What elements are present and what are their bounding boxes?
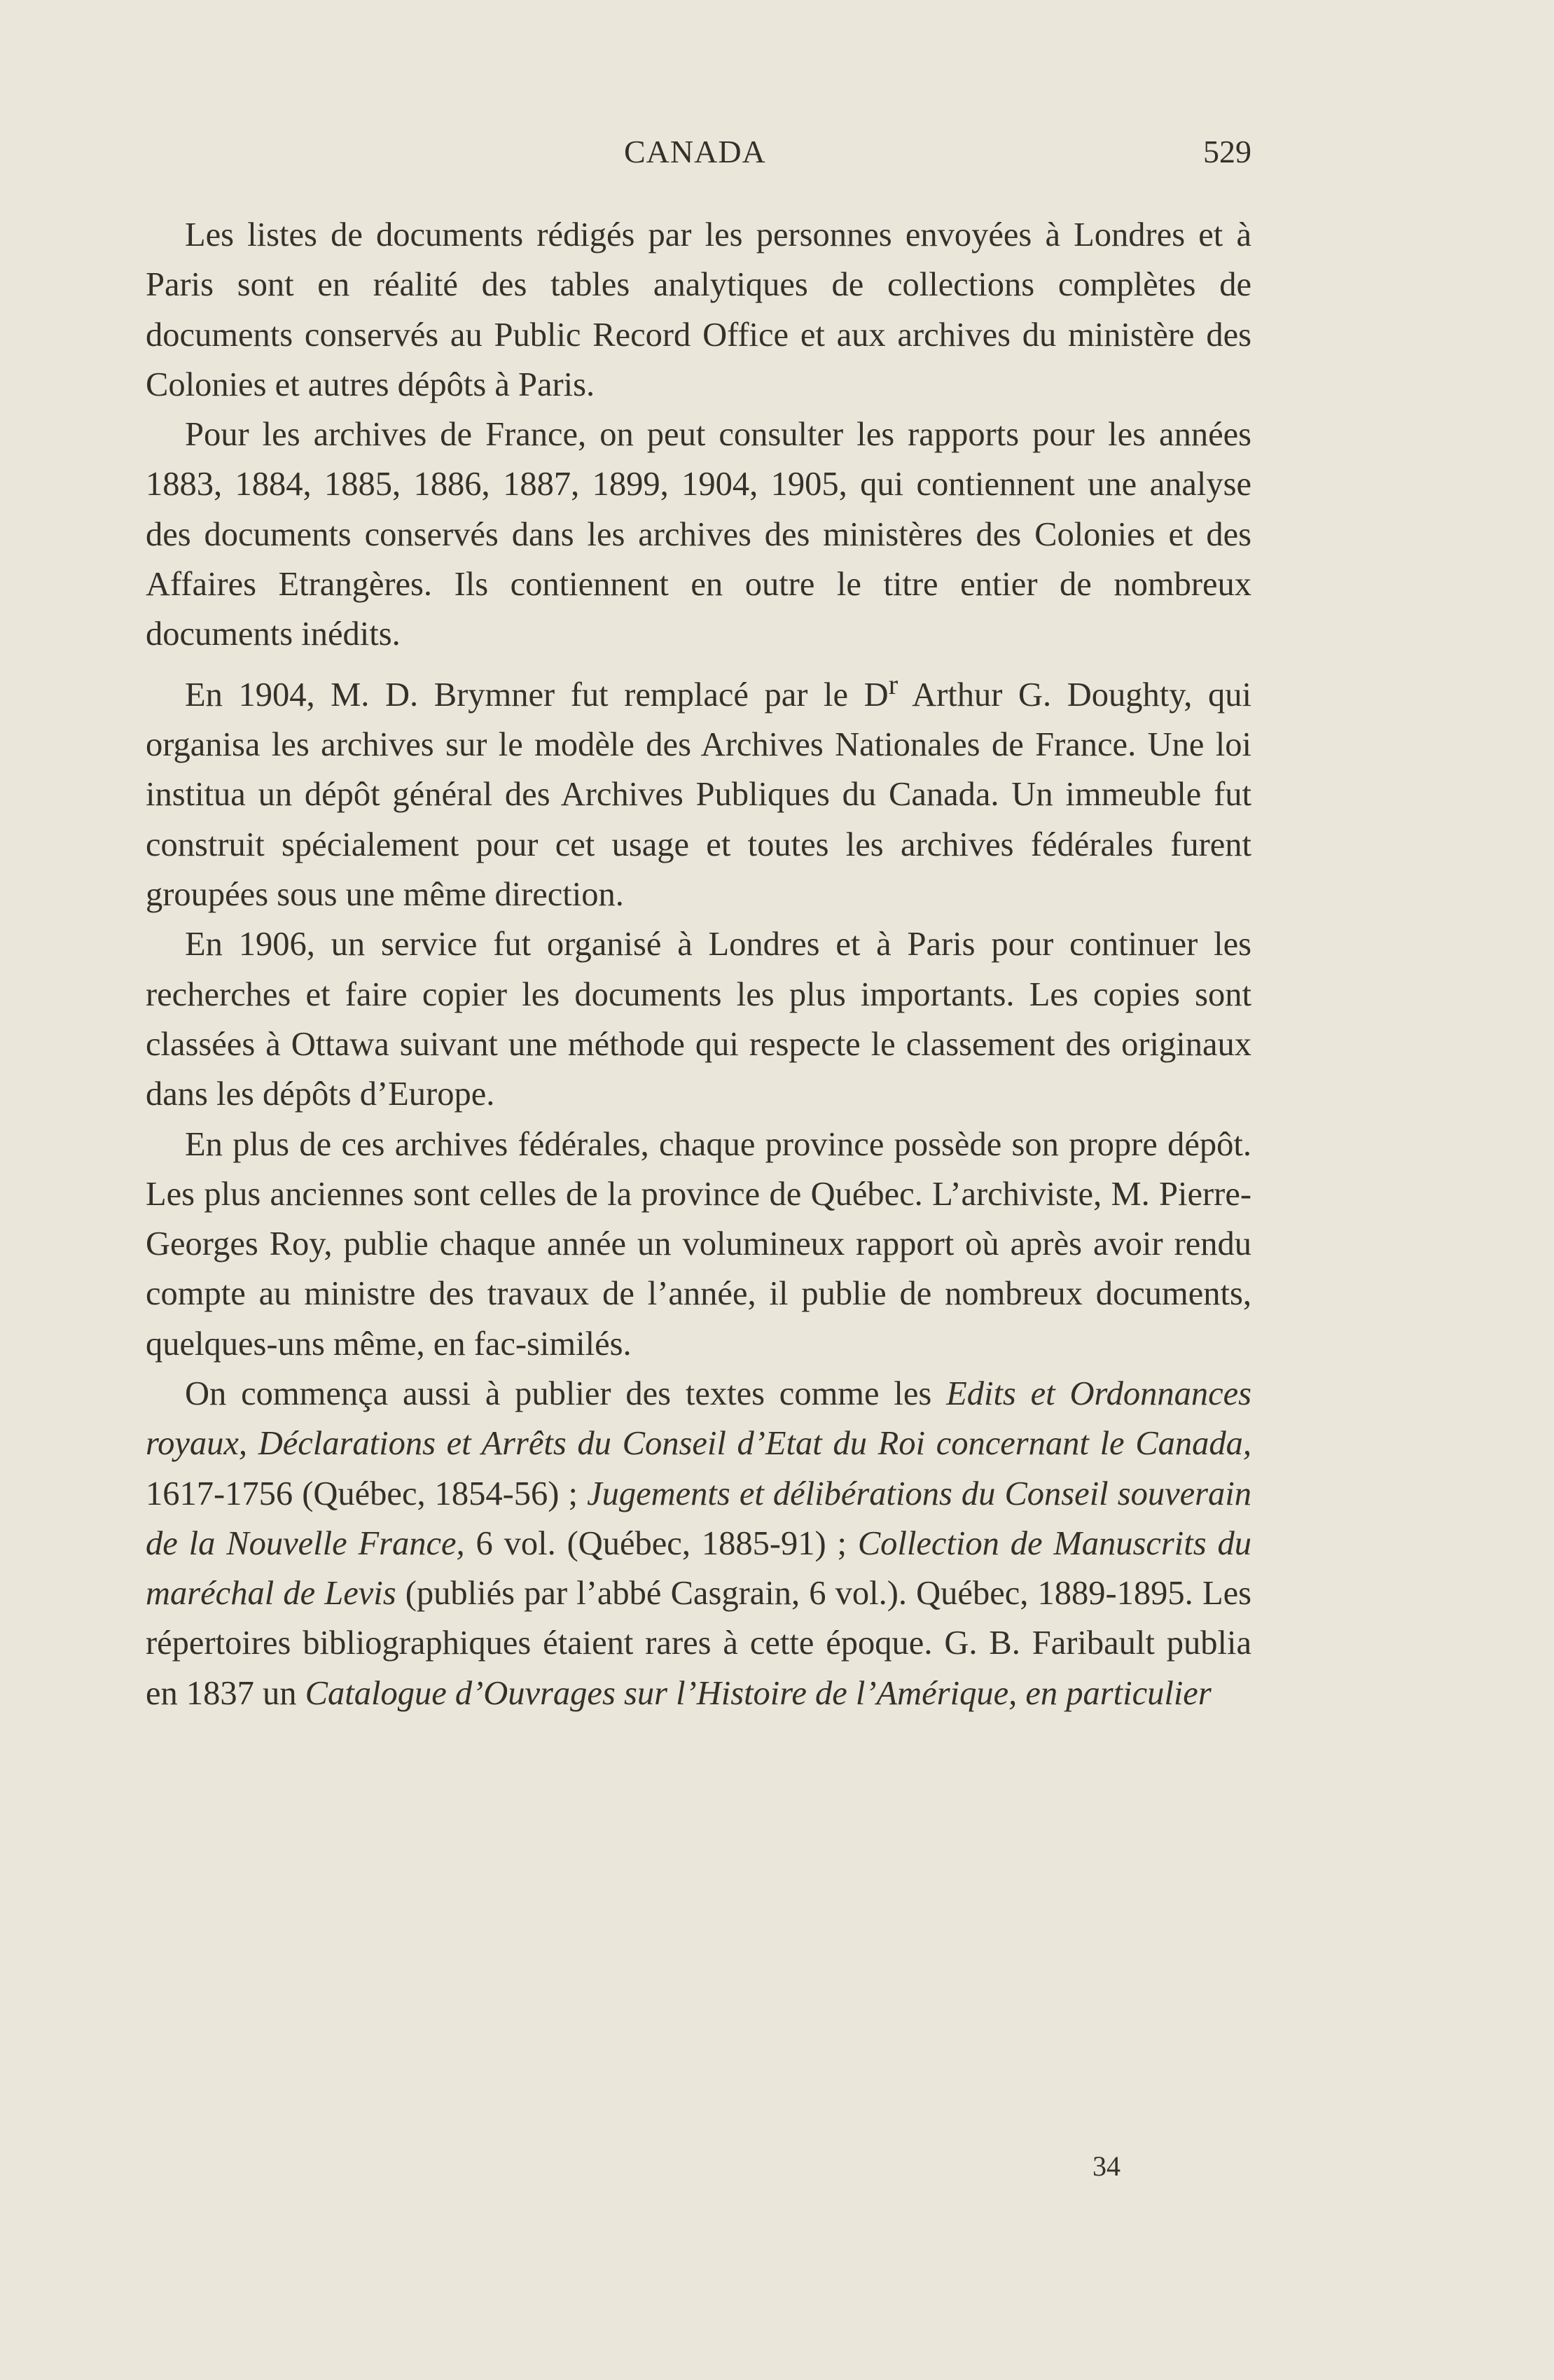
paragraph-text: 6 vol. (Québec, 1885-91) ; bbox=[464, 1524, 858, 1562]
superscript: r bbox=[888, 668, 899, 700]
paragraph-text: Arthur G. Doughty, qui organisa les archives sur le modèle des Archives Nationales de France. Une loi institua un dépôt général des Archives Publiques du Canada. Un immeuble fut construit spécialement pour cet usage et toutes les archives fédérales furent groupées sous une même direction. bbox=[146, 676, 1252, 914]
paragraph: Pour les archives de France, on peut consulter les rapports pour les années 1883, 1884, 1885, 1886, 1887, 1899, 1904, 1905, qui contiennent une analyse des documents conservés dans les archives des ministères des Colonies et des Affaires Etrangères. Ils contiennent en outre le titre entier de nombreux documents inédits. bbox=[146, 416, 1251, 653]
italic-title: Jugements et délibérations du Conseil souverain de la Nouvelle France, bbox=[146, 1475, 1251, 1562]
paragraph-text: (publiés par l’abbé Casgrain, 6 vol.). Québec, 1889-1895. Les répertoires bibliographiques étaient rares à cette époque. G. B. Faribault publia en 1837 un bbox=[146, 1575, 1251, 1712]
paragraph bbox=[146, 660, 1251, 920]
paragraph-text: En 1904, M. D. Brymner fut remplacé par le D bbox=[185, 676, 889, 714]
italic-title: Catalogue d’Ouvrages sur l’Histoire de l’Amérique, en particulier bbox=[305, 1674, 1212, 1712]
paragraph: En 1906, un service fut organisé à Londres et à Paris pour continuer les recherches et faire copier les documents les plus importants. Les copies sont classées à Ottawa suivant une méthode qui respecte le classement des originaux dans les dépôts d’Europe. bbox=[146, 926, 1251, 1113]
page-header bbox=[158, 133, 1251, 185]
paragraph bbox=[146, 1369, 1251, 1718]
paragraph-text: On commença aussi à publier des textes comme les bbox=[185, 1375, 947, 1412]
running-head: CANADA bbox=[624, 134, 766, 169]
paragraph-text: 1617-1756 (Québec, 1854-56) ; bbox=[146, 1475, 588, 1512]
italic-title: Collection de Manuscrits du maréchal de Levis bbox=[146, 1524, 1251, 1613]
paragraph: En plus de ces archives fédérales, chaque province possède son propre dépôt. Les plus anciennes sont celles de la province de Québec. L’archiviste, M. Pierre-Georges Roy, publie chaque année un volumineux rapport où après avoir rendu compte au ministre des travaux de l’année, il publie de nombreux documents, quelques-uns même, en fac-similés. bbox=[146, 1125, 1251, 1363]
signature-mark: 34 bbox=[1092, 2150, 1121, 2182]
italic-title: Edits et Ordonnances royaux, Déclarations et Arrêts du Conseil d’Etat du Roi concernant le Canada, bbox=[146, 1375, 1251, 1463]
paragraph: Les listes de documents rédigés par les personnes envoyées à Londres et à Paris sont en réalité des tables analytiques de collections complètes de documents conservés au Public Record Office et aux archives du ministère des Colonies et autres dépôts à Paris. bbox=[146, 216, 1251, 403]
body-text bbox=[146, 210, 1251, 1718]
page-number: 529 bbox=[1203, 134, 1251, 169]
